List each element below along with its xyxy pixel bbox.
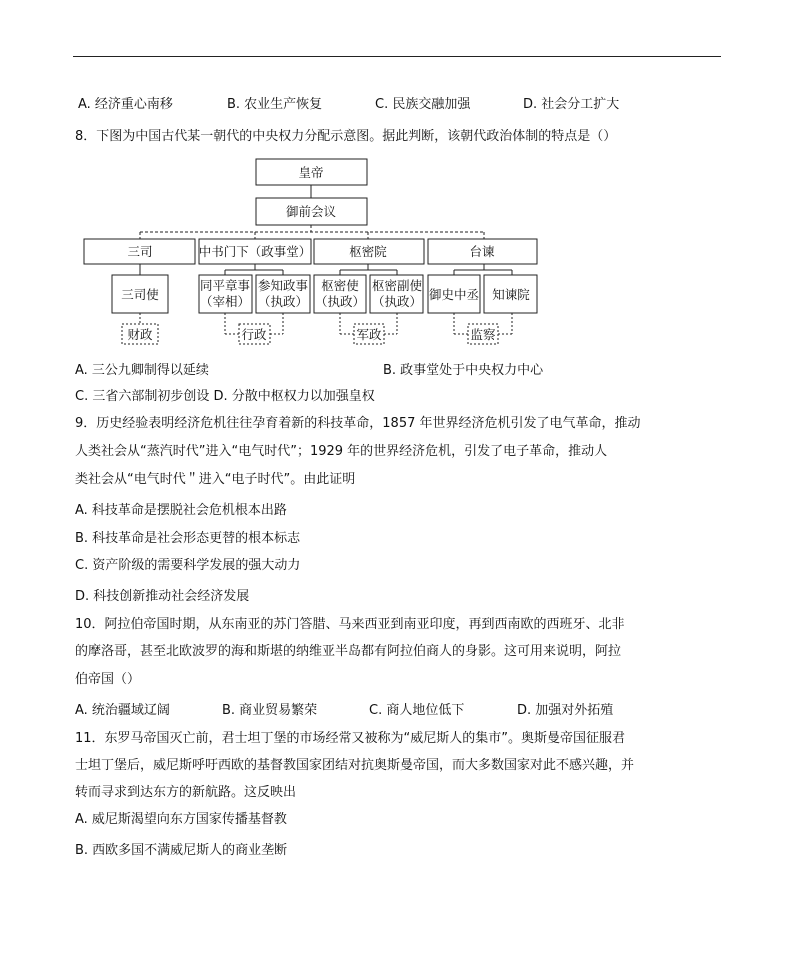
- label-power-admin: 行政: [241, 327, 267, 342]
- label-zhijianyuan: 知谏院: [492, 287, 530, 302]
- q7-option-b: B. 农业生产恢复: [227, 97, 323, 112]
- q7-option-a: A. 经济重心南移: [78, 97, 173, 112]
- q10-stem-line-1: 10．阿拉伯帝国时期，从东南亚的苏门答腊、马来西亚到南亚印度，再到西南欧的西班牙、北非: [75, 617, 625, 632]
- label-sansi-shi: 三司使: [121, 287, 159, 302]
- label-canzhizhengshi: 参知政事: [257, 278, 309, 293]
- label-emperor: 皇帝: [298, 165, 324, 180]
- q10-option-b: B. 商业贸易繁荣: [222, 703, 318, 718]
- q9-option-c: C. 资产阶级的需要科学发展的强大动力: [75, 558, 301, 573]
- q9-stem-line-2: 人类社会从“蒸汽时代”进入“电气时代”；1929 年的世界经济危机，引发了电子革命，推动人: [75, 444, 608, 459]
- label-zhongshu: 中书门下（政事堂）: [198, 244, 312, 259]
- q11-option-b: B. 西欧多国不满威尼斯人的商业垄断: [75, 843, 288, 858]
- q11-stem-line-2: 士坦丁堡后，威尼斯呼吁西欧的基督教国家团结对抗奥斯曼帝国，而大多数国家对此不感兴趣，并: [75, 758, 635, 773]
- label-shumifushi: 枢密副使: [371, 278, 423, 293]
- q10-option-a: A. 统治疆域辽阔: [75, 703, 170, 718]
- q11-option-a: A. 威尼斯渴望向东方国家传播基督教: [75, 812, 287, 827]
- label-power-finance: 财政: [127, 327, 153, 342]
- q7-option-c: C. 民族交融加强: [375, 97, 471, 112]
- label-zaixiang: （宰相）: [199, 294, 251, 309]
- q8-stem: 8．下图为中国古代某一朝代的中央权力分配示意图。据此判断，该朝代政治体制的特点是（）: [75, 129, 617, 144]
- q9-stem-line-1: 9．历史经验表明经济危机往往孕育着新的科技革命，1857 年世界经济危机引发了电气革命，推动: [75, 416, 641, 431]
- label-power-supervision: 监察: [470, 327, 496, 342]
- label-shumi: 枢密院: [349, 244, 387, 259]
- q11-stem-line-1: 11．东罗马帝国灭亡前，君士坦丁堡的市场经常又被称为“威尼斯人的集市”。奥斯曼帝国征服君: [75, 731, 626, 746]
- q11-stem-line-3: 转而寻求到达东方的新航路。这反映出: [75, 785, 297, 800]
- q10-stem-line-2: 的摩洛哥，甚至北欧波罗的海和斯堪的纳维亚半岛都有阿拉伯商人的身影。这可用来说明，阿拉: [75, 644, 622, 659]
- label-zhizheng-1: （执政）: [257, 294, 309, 309]
- q9-option-d: D. 科技创新推动社会经济发展: [75, 589, 250, 604]
- q10-option-d: D. 加强对外拓殖: [517, 703, 614, 718]
- q9-stem-line-3: 类社会从“电气时代＂进入“电子时代”。由此证明: [75, 472, 356, 487]
- q8-option-b: B. 政事堂处于中央权力中心: [383, 363, 544, 378]
- q10-option-c: C. 商人地位低下: [369, 703, 465, 718]
- q9-option-a: A. 科技革命是摆脱社会危机根本出路: [75, 503, 287, 518]
- label-sansi: 三司: [127, 244, 153, 259]
- label-power-military: 军政: [356, 327, 382, 342]
- q8-option-cd: C. 三省六部制初步创设 D. 分散中枢权力以加强皇权: [75, 389, 375, 404]
- label-shumishi: 枢密使: [321, 278, 359, 293]
- q9-option-b: B. 科技革命是社会形态更替的根本标志: [75, 531, 301, 546]
- q8-option-a: A. 三公九卿制得以延续: [75, 363, 209, 378]
- label-zhizheng-3: （执政）: [371, 294, 423, 309]
- label-taijian: 台谏: [469, 244, 495, 259]
- q7-option-d: D. 社会分工扩大: [523, 97, 620, 112]
- label-zhizheng-2: （执政）: [314, 294, 366, 309]
- label-tongpingzhangshi: 同平章事: [199, 278, 251, 293]
- label-council: 御前会议: [285, 204, 337, 219]
- label-yushizhongcheng: 御史中丞: [428, 287, 480, 302]
- q10-stem-line-3: 伯帝国（）: [75, 672, 141, 687]
